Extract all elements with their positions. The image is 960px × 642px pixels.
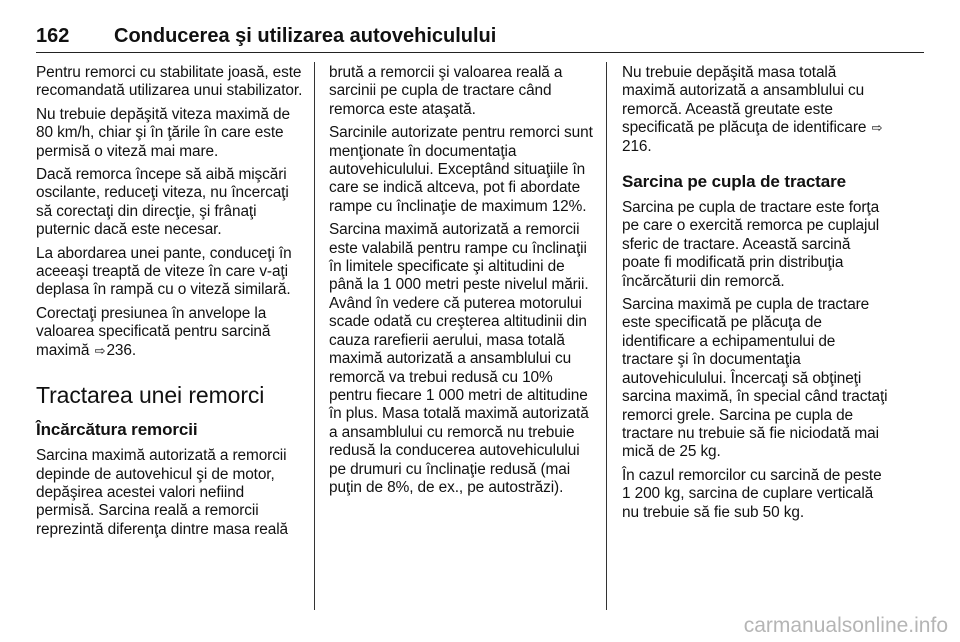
page-reference-arrow-icon: ⇨ [871,120,883,136]
watermark: carmanualsonline.info [743,614,948,637]
paragraph: Dacă remorca începe să aibă mişcări oscilante, reduceţi viteza, nu încercaţi să corectaţi din direcţie, şi frânaţi puternic dacă este necesar. [36,166,289,239]
page-title: Conducerea şi utilizarea autovehiculului [114,25,497,47]
column-divider-1 [314,62,315,610]
column-divider-2 [606,62,607,610]
column-3 [622,64,890,527]
page-reference-arrow-icon: ⇨ [94,342,106,358]
subsection-heading: Sarcina pe cupla de tractare [622,172,846,192]
paragraph: Pentru remorci cu stabilitate joasă, este recomandată utilizarea unui stabilizator. [36,64,303,100]
paragraph-text: Nu trebuie depăşită masa totală maximă autorizată a ansamblului cu remorcă. Această greutate este specificată pe plăcuţa de identificare [622,64,867,137]
paragraph: La abordarea unei pante, conduceţi în aceeaşi treaptă de viteze în care v-aţi deplasa în rampă cu o viteză similară. [36,244,292,299]
paragraph: Sarcina maximă autorizată a remorcii este valabilă pentru rampe cu înclinaţii în limitele specificate şi altitudini de până la 1 000 metri peste nivelul mării. Având în vedere că puterea motorului scade odată cu creşterea altitudinii din cauza rarefierii aerului, masa totală maximă autorizată a ansamblului cu remorcă va trebui redusă cu 10% pentru fiecare 1 000 metri de altitudine în plus. Masa totală maximă autorizată a ansamblului cu remorcă nu trebuie redusă la conducerea autovehiculului pe drumuri cu înclinaţie redusă (mai puţin de 8%, de ex., pe autostrăzi). [329,221,589,496]
section-heading: Tractarea unei remorci [36,382,265,409]
paragraph [622,64,890,156]
paragraph-text: Corectaţi presiunea în anvelope la valoarea specificată pentru sarcină maximă [36,304,271,359]
page-reference-link[interactable]: 216. [622,137,652,155]
paragraph: În cazul remorcilor cu sarcină de peste 1 200 kg, sarcina de cuplare verticală nu trebuie să fie sub 50 kg. [622,466,882,521]
paragraph: brută a remorcii şi valoarea reală a sarcinii pe cupla de tractare când remorca este ataşată. [329,64,563,118]
subsection-heading: Încărcătura remorcii [36,420,198,440]
paragraph [36,305,304,360]
paragraph: Sarcinile autorizate pentru remorci sunt menţionate în documentaţia autovehiculului. Exceptând situaţiile în care se indică altceva, pot fi abordate rampe cu înclinaţie de maximum 12%. [329,124,593,215]
column-2 [329,64,597,502]
paragraph: Sarcina maximă autorizată a remorcii depinde de autovehicul şi de motor, depăşirea acestei valori nefiind permisă. Sarcina reală a remorcii reprezintă diferenţa dintre masa reală [36,447,288,538]
paragraph: Sarcina pe cupla de tractare este forţa pe care o exercită remorca pe cuplajul sferic de tractare. Această sarcină poate fi modificată prin distribuţia încărcăturii din remorcă. [622,199,880,290]
column-1 [36,64,304,544]
paragraph: Sarcina maximă pe cupla de tractare este specificată pe plăcuţa de identificare a echipamentului de tractare şi în documentaţia autovehiculului. Încercaţi să obţineţi sarcina maximă, în special când tractaţi remorci grele. Sarcina pe cupla de tractare nu trebuie să fie niciodată mai mică de 25 kg. [622,296,888,461]
paragraph: Nu trebuie depăşită viteza maximă de 80 km/h, chiar şi în ţările în care este permisă o viteză mai mare. [36,105,290,160]
page-header [36,26,924,53]
page-number: 162 [36,25,70,47]
page-reference-link[interactable]: 236. [106,341,137,359]
